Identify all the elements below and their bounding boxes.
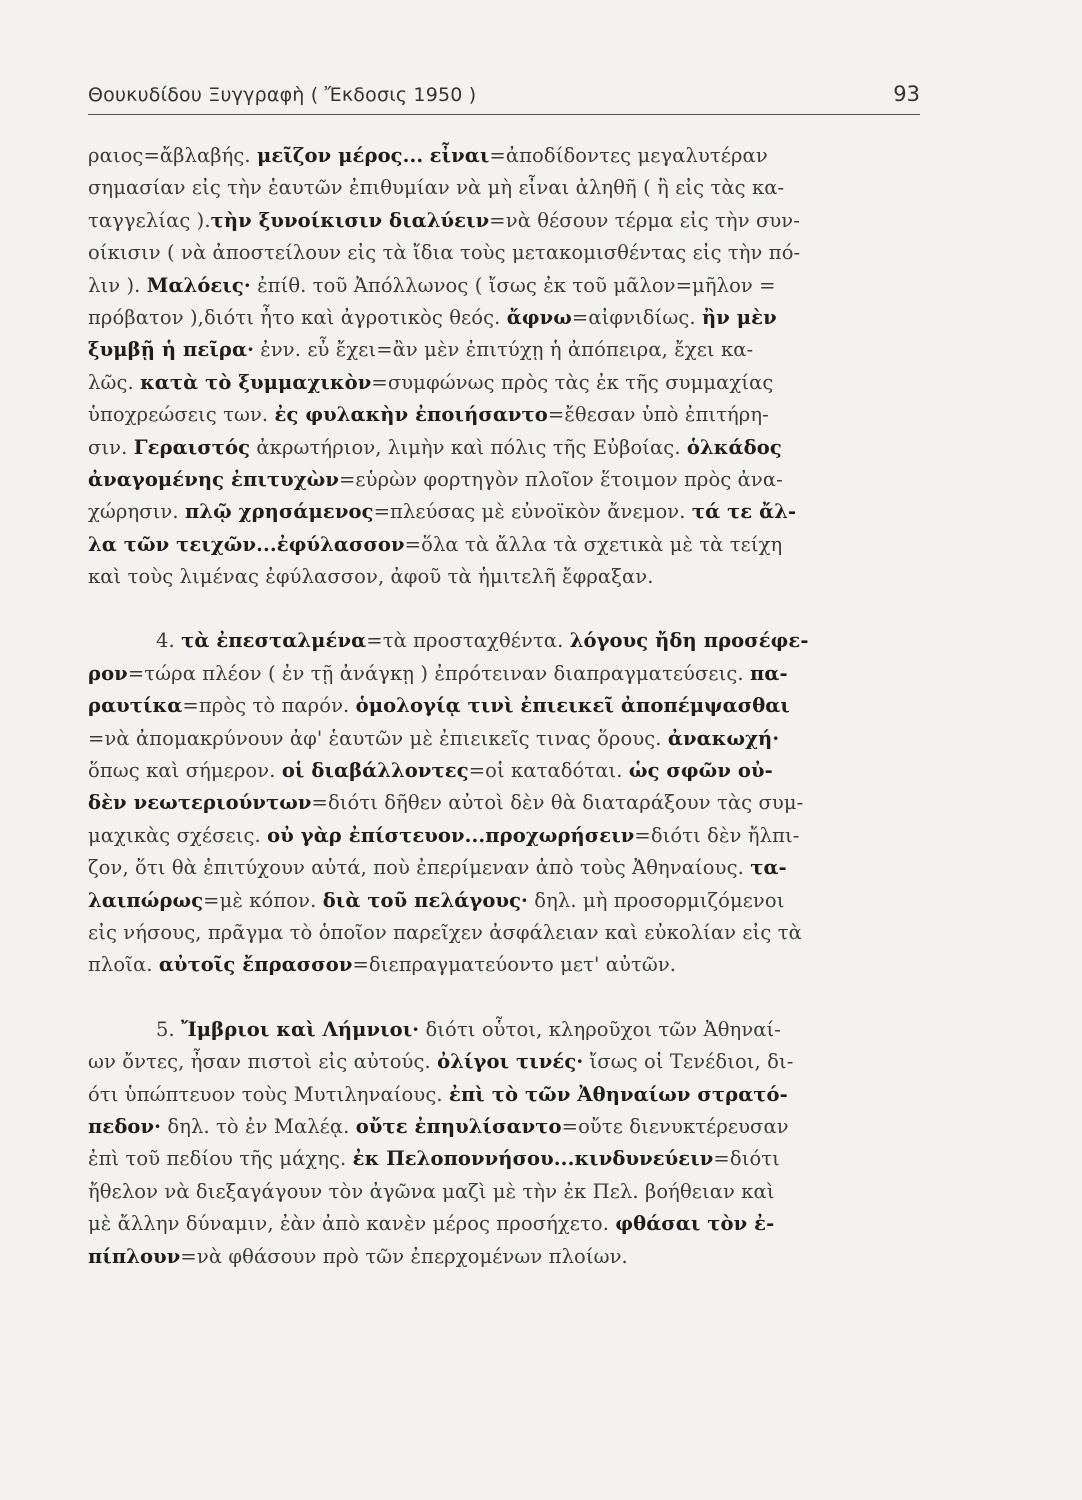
lemma-term: τα- [750, 856, 787, 880]
text-line: ἐπὶ τοῦ πεδίου τῆς μάχης. ἐκ Πελοποννήσου...κινδυνεύειν=διότι [88, 1147, 780, 1171]
lemma-term: τὴν ξυνοίκισιν διαλύειν [210, 208, 490, 232]
running-title: Θουκυδίδου Ξυγγραφὴ ( Ἔκδοσις 1950 ) [88, 84, 477, 106]
lemma-term: ἀναγομένης ἐπιτυχὼν [88, 467, 339, 491]
text-line: λιν ). Μαλόεις· ἐπίθ. τοῦ Ἀπόλλωνος ( ἴσως ἐκ τοῦ μᾶλον=μῆλον = [88, 273, 776, 297]
paragraph-section-4 [88, 625, 922, 981]
text-line: σιν. Γεραιστός ἀκρωτήριον, λιμὴν καὶ πόλις τῆς Εὐβοίας. ὁλκάδος [88, 435, 782, 459]
text-line: πίπλουν=νὰ φθάσουν πρὸ τῶν ἐπερχομένων πλοίων. [88, 1244, 628, 1268]
lemma-term: ραυτίκα [88, 694, 183, 718]
lemma-term: ἐπὶ τὸ τῶν Ἀθηναίων στρατό- [448, 1082, 788, 1106]
text-line: οίκισιν ( νὰ ἀποστείλουν εἰς τὰ ἴδια τοὺς μετακομισθέντας εἰς τὴν πό- [88, 241, 801, 265]
text-line: μαχικὰς σχέσεις. οὐ γὰρ ἐπίστευον...προχωρήσειν=διότι δὲν ἤλπι- [88, 823, 800, 847]
lemma-term: ἐς φυλακὴν ἐποιήσαντο [274, 403, 548, 427]
text-line: δὲν νεωτεριούντων=διότι δῆθεν αὐτοὶ δὲν θὰ διαταράξουν τὰς συμ- [88, 791, 804, 815]
lemma-term: οἱ διαβάλλοντες [281, 759, 469, 783]
text-line: ἀναγομένης ἐπιτυχὼν=εὑρὼν φορτηγὸν πλοῖον ἕτοιμον πρὸς ἀνα- [88, 467, 783, 491]
lemma-term: ἐκ Πελοποννήσου...κινδυνεύειν [352, 1147, 714, 1171]
lemma-term: τά τε ἄλ- [691, 500, 797, 524]
lemma-term: φθάσαι τὸν ἐ- [615, 1212, 775, 1236]
text-line: ων ὄντες, ἦσαν πιστοὶ εἰς αὐτούς. ὀλίγοι τινές· ἴσως οἱ Τενέδιοι, δι- [88, 1050, 794, 1074]
lemma-term: ἄφνω [506, 305, 572, 329]
text-line: ραυτίκα=πρὸς τὸ παρόν. ὁμολογίᾳ τινὶ ἐπιεικεῖ ἀποπέμψασθαι [88, 694, 790, 718]
lemma-term: λαιπώρως [88, 888, 204, 912]
lemma-term: ἢν μὲν [702, 305, 777, 329]
lemma-term: ρον [88, 661, 128, 685]
text-line: ταγγελίας ).τὴν ξυνοίκισιν διαλύειν=νὰ θέσουν τέρμα εἰς τὴν συν- [88, 208, 800, 232]
lemma-term: τὰ ἐπεσταλμένα [181, 629, 367, 653]
text-line: ότι ὑπώπτευον τοὺς Μυτιληναίους. ἐπὶ τὸ τῶν Ἀθηναίων στρατό- [88, 1082, 788, 1106]
lemma-term: μεῖζον μέρος... [257, 144, 424, 167]
lemma-term: αὐτοῖς ἔπρασσον [158, 953, 353, 977]
lemma-term: πίπλουν [88, 1244, 181, 1268]
lemma-term: οὔτε ἐπηυλίσαντο [355, 1114, 562, 1138]
text-line: πρόβατον ),διότι ἦτο καὶ ἀγροτικὸς θεός. ἄφνω=αἰφνιδίως. ἢν μὲν [88, 305, 777, 329]
lemma-term: ἀνακωχή· [667, 726, 780, 750]
page-header [88, 78, 920, 115]
lemma-term: κατὰ τὸ ξυμμαχικὸν [140, 370, 372, 394]
lemma-term: Ἴμβριοι καὶ Λήμνιοι· [181, 1017, 420, 1041]
lemma-term: πα- [749, 661, 788, 685]
lemma-term: ὁλκάδος [686, 435, 782, 459]
text-line: καὶ τοὺς λιμένας ἐφύλασσον, ἀφοῦ τὰ ἡμιτελῆ ἔφραξαν. [88, 565, 654, 589]
text-line: ὑποχρεώσεις των. ἐς φυλακὴν ἐποιήσαντο=ἔθεσαν ὑπὸ ἐπιτήρη- [88, 403, 769, 427]
lemma-term: εἶναι [429, 144, 490, 167]
lemma-term: λόγους ἤδη προσέφε- [569, 629, 809, 653]
text-line: πλοῖα. αὐτοῖς ἔπρασσον=διεπραγματεύοντο μετ' αὐτῶν. [88, 953, 677, 977]
lemma-term: ξυμβῇ ἡ πεῖρα· [88, 338, 254, 362]
lemma-term: ὀλίγοι τινές· [437, 1050, 584, 1074]
page-number: 93 [893, 82, 920, 106]
lemma-term: ὁμολογίᾳ τινὶ ἐπιεικεῖ ἀποπέμψασθαι [355, 694, 790, 718]
text-line: σημασίαν εἰς τὴν ἑαυτῶν ἐπιθυμίαν νὰ μὴ εἶναι ἀληθῆ ( ἢ εἰς τὰς κα- [88, 176, 785, 200]
text-line: πεδον· δηλ. τὸ ἐν Μαλέᾳ. οὔτε ἐπηυλίσαντο=οὔτε διενυκτέρευσαν [88, 1114, 789, 1138]
text-line: 4. τὰ ἐπεσταλμένα=τὰ προσταχθέντα. λόγους ἤδη προσέφε- [156, 629, 809, 653]
text-line: ξυμβῇ ἡ πεῖρα· ἐνν. εὖ ἔχει=ἂν μὲν ἐπιτύχῃ ἡ ἀπόπειρα, ἔχει κα- [88, 338, 754, 362]
lemma-term: πεδον· [88, 1114, 162, 1138]
lemma-term: Γεραιστός [133, 435, 251, 459]
text-line: =νὰ ἀπομακρύνουν ἀφ' ἑαυτῶν μὲ ἐπιεικεῖς τινας ὅρους. ἀνακωχή· [88, 726, 780, 750]
text-line: χώρησιν. πλῷ χρησάμενος=πλεύσας μὲ εὐνοϊκὸν ἄνεμον. τά τε ἄλ- [88, 500, 797, 524]
text-line: λῶς. κατὰ τὸ ξυμμαχικὸν=συμφώνως πρὸς τὰς ἐκ τῆς συμμαχίας [88, 370, 774, 394]
lemma-term: οὐ γὰρ ἐπίστευον...προχωρήσειν [267, 823, 635, 847]
paragraph-continuation [88, 140, 922, 593]
paragraph-section-5 [88, 1014, 922, 1273]
text-line: ζον, ὅτι θὰ ἐπιτύχουν αὐτά, ποὺ ἐπερίμεναν ἀπὸ τοὺς Ἀθηναίους. τα- [88, 856, 787, 880]
text-line: 5. Ἴμβριοι καὶ Λήμνιοι· διότι οὗτοι, κληροῦχοι τῶν Ἀθηναί- [156, 1017, 781, 1041]
lemma-term: πλῷ χρησάμενος [184, 500, 374, 524]
text-line: εἰς νήσους, πρᾶγμα τὸ ὁποῖον παρεῖχεν ἀσφάλειαν καὶ εὐκολίαν εἰς τὰ [88, 920, 802, 944]
lemma-term: ὡς σφῶν οὐ- [628, 759, 773, 783]
text-line: μὲ ἄλλην δύναμιν, ἐὰν ἀπὸ κανὲν μέρος προσήχετο. φθάσαι τὸν ἐ- [88, 1212, 775, 1236]
text-line: ρον=τώρα πλέον ( ἐν τῇ ἀνάγκῃ ) ἐπρότειναν διαπραγματεύσεις. πα- [88, 661, 788, 685]
text-line: ραιος=ἄβλαβής. μεῖζον μέρος... εἶναι=ἀποδίδοντες μεγαλυτέραν [88, 144, 768, 167]
text-line: ἤθελον νὰ διεξαγάγουν τὸν ἀγῶνα μαζὶ μὲ τὴν ἐκ Πελ. βοήθειαν καὶ [88, 1179, 775, 1203]
lemma-term: λα τῶν τειχῶν...ἐφύλασσον [88, 532, 405, 556]
text-line: λαιπώρως=μὲ κόπον. διὰ τοῦ πελάγους· δηλ. μὴ προσορμιζόμενοι [88, 888, 785, 912]
commentary-body [88, 140, 922, 1273]
text-line: λα τῶν τειχῶν...ἐφύλασσον=ὅλα τὰ ἄλλα τὰ σχετικὰ μὲ τὰ τείχη [88, 532, 783, 556]
lemma-term: δὲν νεωτεριούντων [88, 791, 312, 815]
lemma-term: διὰ τοῦ πελάγους· [322, 888, 528, 912]
text-line: ὅπως καὶ σήμερον. οἱ διαβάλλοντες=οἱ καταδόται. ὡς σφῶν οὐ- [88, 759, 773, 783]
lemma-term: Μαλόεις· [146, 273, 251, 297]
